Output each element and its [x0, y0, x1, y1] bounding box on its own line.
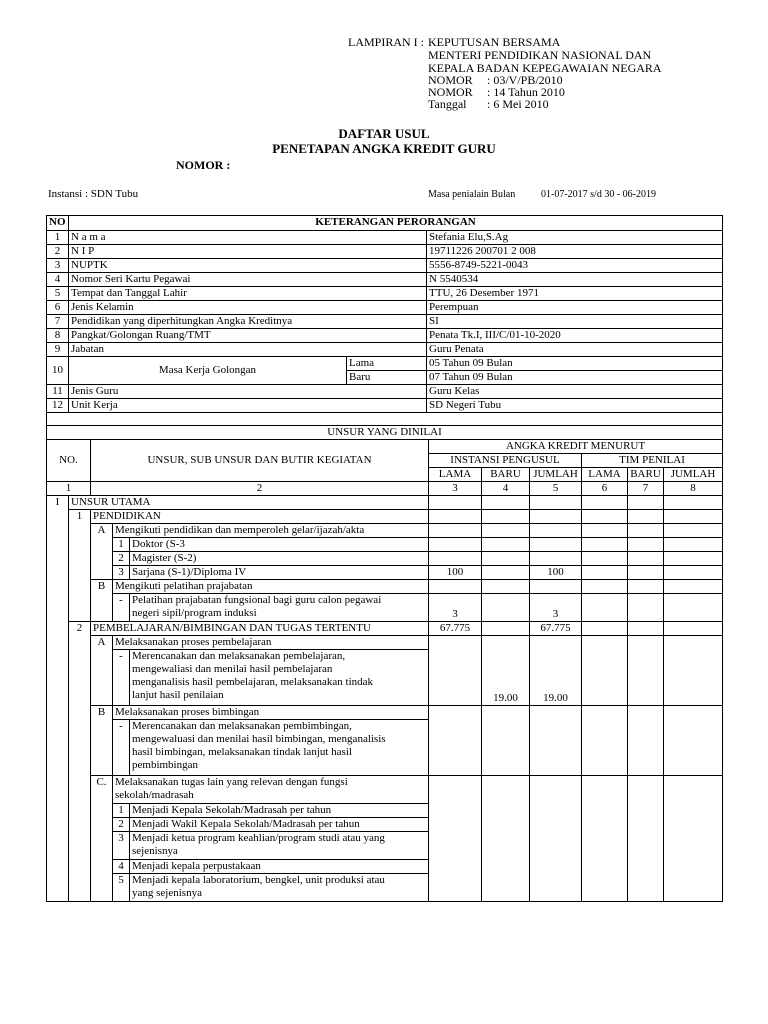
col-angka-kredit: ANGKA KREDIT MENURUT — [429, 440, 723, 454]
item-dash: - — [113, 594, 130, 622]
unsur-table — [46, 425, 723, 902]
field-value: Penata Tk.I, III/C/01-10-2020 — [427, 329, 723, 343]
masa-kerja-lama-label: Lama — [347, 357, 427, 371]
field-label: Tempat dan Tanggal Lahir — [69, 287, 427, 301]
row-no: 10 — [47, 357, 69, 385]
num-col-6: 6 — [582, 482, 628, 496]
item-label: Menjadi Wakil Kepala Sekolah/Madrasah per tahun — [130, 818, 429, 832]
num-col-5: 5 — [530, 482, 582, 496]
field-value: SD Negeri Tubu — [427, 399, 723, 413]
spacer-row — [47, 413, 723, 425]
value-lama: 3 — [429, 594, 482, 622]
field-value: TTU, 26 Desember 1971 — [427, 287, 723, 301]
num-col-7: 7 — [628, 482, 664, 496]
instansi: Instansi : SDN Tubu — [48, 188, 139, 200]
masa-kerja-label: Masa Kerja Golongan — [69, 357, 347, 385]
item-dash: - — [113, 720, 130, 776]
tanggal-label: Tanggal — [428, 97, 467, 111]
col-jumlah: JUMLAH — [530, 468, 582, 482]
item-label: Magister (S-2) — [130, 552, 429, 566]
item-no: 4 — [113, 860, 130, 874]
pendidikan-label: PENDIDIKAN — [91, 510, 429, 524]
field-label: Pangkat/Golongan Ruang/TMT — [69, 329, 427, 343]
item-label: Doktor (S-3 — [130, 538, 429, 552]
field-label: NUPTK — [69, 259, 427, 273]
item-dash: - — [113, 650, 130, 706]
masa-kerja-baru-label: Baru — [347, 371, 427, 385]
field-value: Guru Penata — [427, 343, 723, 357]
field-label: Pendidikan yang diperhitungkan Angka Kreditnya — [69, 315, 427, 329]
item-line: mengewaluasi dan menilai hasil bimbingan, menganalisis — [132, 733, 386, 745]
item-no: 2 — [113, 818, 130, 832]
field-label: N I P — [69, 245, 427, 259]
item-line: Menjadi ketua program keahlian/program studi atau yang — [132, 832, 385, 844]
row-no: 7 — [47, 315, 69, 329]
pendidikan-no: 1 — [69, 510, 91, 524]
item-no: 1 — [113, 804, 130, 818]
row-no: 12 — [47, 399, 69, 413]
row-no: 3 — [47, 259, 69, 273]
col-instansi: INSTANSI PENGUSUL — [429, 454, 582, 468]
field-value: N 5540534 — [427, 273, 723, 287]
nomor1-value: : 03/V/PB/2010 — [487, 73, 563, 87]
sub-b-label: Melaksanakan proses bimbingan — [113, 706, 429, 720]
item-line: sejenisnya — [132, 845, 178, 857]
item-line: Menjadi kepala laboratorium, bengkel, unit produksi atau — [132, 874, 385, 886]
sub-b-no: B — [91, 580, 113, 594]
num-col-1: 1 — [47, 482, 91, 496]
col-tim-penilai: TIM PENILAI — [582, 454, 723, 468]
row-no: 6 — [47, 301, 69, 315]
col-unsur: UNSUR, SUB UNSUR DAN BUTIR KEGIATAN — [91, 440, 429, 482]
sub-a-no: A — [91, 636, 113, 650]
item-no: 3 — [113, 832, 130, 860]
pembelajaran-no: 2 — [69, 622, 91, 636]
personal-header-no: NO — [47, 216, 69, 231]
lampiran-line-1: KEPUTUSAN BERSAMA — [428, 35, 561, 49]
lampiran-label: LAMPIRAN I : — [348, 35, 425, 49]
value-jumlah: 19.00 — [530, 636, 582, 706]
item-no: 2 — [113, 552, 130, 566]
sub-a-no: A — [91, 524, 113, 538]
col-lama: LAMA — [582, 468, 628, 482]
item-line: Pelatihan prajabatan fungsional bagi guru calon pegawai — [132, 594, 382, 606]
doc-title-2: PENETAPAN ANGKA KREDIT GURU — [272, 141, 496, 156]
item-line: hasil bimbingan, melaksanakan tindak lanjut hasil — [132, 746, 352, 758]
row-no: 2 — [47, 245, 69, 259]
item-line: Merencanakan dan melaksanakan pembelajaran, — [132, 650, 346, 662]
item-label: Menjadi Kepala Sekolah/Madrasah per tahun — [130, 804, 429, 818]
row-no: 9 — [47, 343, 69, 357]
value-jumlah: 67.775 — [530, 622, 582, 636]
sub-c-line: Melaksanakan tugas lain yang relevan dengan fungsi — [115, 776, 348, 788]
num-col-2: 2 — [91, 482, 429, 496]
nomor2-value: : 14 Tahun 2010 — [487, 85, 565, 99]
item-no: 1 — [113, 538, 130, 552]
personal-header-title: KETERANGAN PERORANGAN — [69, 216, 723, 231]
sub-c-no: C. — [91, 776, 113, 804]
item-line: pembimbingan — [132, 759, 198, 771]
field-label: Jabatan — [69, 343, 427, 357]
row-no: 5 — [47, 287, 69, 301]
value-lama: 100 — [429, 566, 482, 580]
item-no: 3 — [113, 566, 130, 580]
masa-value: 01-07-2017 s/d 30 - 06-2019 — [541, 189, 656, 200]
item-line: yang sejenisnya — [132, 887, 202, 899]
field-label: Nomor Seri Kartu Pegawai — [69, 273, 427, 287]
field-value: SI — [427, 315, 723, 329]
item-line: negeri sipil/program induksi — [132, 607, 257, 619]
item-line: lanjut hasil penilaian — [132, 689, 224, 701]
sub-a-label: Melaksanakan proses pembelajaran — [113, 636, 429, 650]
pembelajaran-label: PEMBELAJARAN/BIMBINGAN DAN TUGAS TERTENTU — [91, 622, 429, 636]
item-no: 5 — [113, 874, 130, 902]
item-line: mengewaliasi dan menilai hasil pembelajaran — [132, 663, 333, 675]
doc-title-1: DAFTAR USUL — [338, 126, 430, 141]
value-jumlah: 100 — [530, 566, 582, 580]
col-lama: LAMA — [429, 468, 482, 482]
field-value: 19711226 200701 2 008 — [427, 245, 723, 259]
masa-label: Masa penialain Bulan — [428, 189, 516, 200]
row-no: 1 — [47, 231, 69, 245]
value-baru: 19.00 — [482, 636, 530, 706]
row-no: 11 — [47, 385, 69, 399]
unsur-i-label: UNSUR UTAMA — [69, 496, 429, 510]
sub-b-no: B — [91, 706, 113, 720]
sub-a-label: Mengikuti pendidikan dan memperoleh gelar/ijazah/akta — [113, 524, 429, 538]
field-label: N a m a — [69, 231, 427, 245]
unsur-section-title: UNSUR YANG DINILAI — [47, 426, 723, 440]
item-label: Menjadi kepala perpustakaan — [130, 860, 429, 874]
nomor1-label: NOMOR — [428, 73, 473, 87]
field-value: Stefania Elu,S.Ag — [427, 231, 723, 245]
col-baru: BARU — [628, 468, 664, 482]
item-label: Sarjana (S-1)/Diploma IV — [130, 566, 429, 580]
item-line: menganalisis hasil pembelajaran, melaksanakan tindak — [132, 676, 374, 688]
sub-c-line: sekolah/madrasah — [115, 789, 194, 801]
unsur-i-no: I — [47, 496, 69, 510]
col-baru: BARU — [482, 468, 530, 482]
nomor2-label: NOMOR — [428, 85, 473, 99]
masa-kerja-lama-value: 05 Tahun 09 Bulan — [427, 357, 723, 371]
field-label: Jenis Kelamin — [69, 301, 427, 315]
col-jumlah: JUMLAH — [664, 468, 723, 482]
tanggal-value: : 6 Mei 2010 — [487, 97, 549, 111]
field-label: Unit Kerja — [69, 399, 427, 413]
lampiran-line-2: MENTERI PENDIDIKAN NASIONAL DAN — [428, 48, 652, 62]
lampiran-line-3: KEPALA BADAN KEPEGAWAIAN NEGARA — [428, 61, 662, 75]
masa-kerja-baru-value: 07 Tahun 09 Bulan — [427, 371, 723, 385]
value-lama: 67.775 — [429, 622, 482, 636]
field-value: 5556-8749-5221-0043 — [427, 259, 723, 273]
item-line: Merencanakan dan melaksanakan pembimbingan, — [132, 720, 352, 732]
row-no: 4 — [47, 273, 69, 287]
num-col-8: 8 — [664, 482, 723, 496]
row-no: 8 — [47, 329, 69, 343]
sub-b-label: Mengikuti pelatihan prajabatan — [113, 580, 429, 594]
num-col-3: 3 — [429, 482, 482, 496]
col-no: NO. — [47, 440, 91, 482]
field-value: Guru Kelas — [427, 385, 723, 399]
field-value: Perempuan — [427, 301, 723, 315]
doc-nomor: NOMOR : — [176, 158, 231, 172]
personal-table — [46, 215, 723, 425]
field-label: Jenis Guru — [69, 385, 427, 399]
value-jumlah: 3 — [530, 594, 582, 622]
num-col-4: 4 — [482, 482, 530, 496]
